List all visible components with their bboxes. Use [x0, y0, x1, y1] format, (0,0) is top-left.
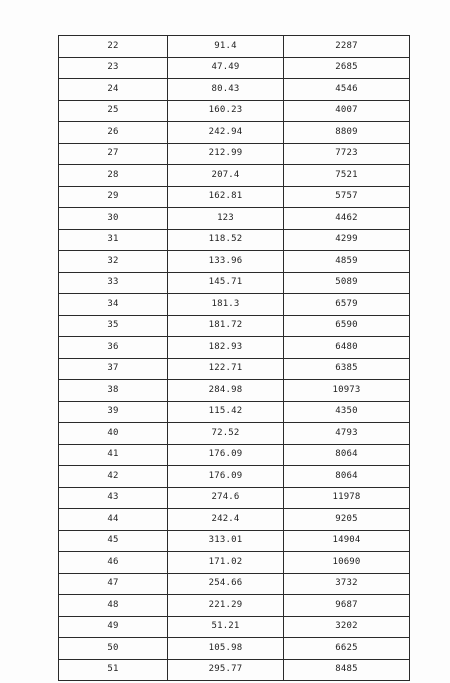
value-cell: 91.4 [168, 36, 284, 58]
row-number-cell: 28 [59, 165, 168, 187]
value-cell: 171.02 [168, 552, 284, 574]
value-cell: 254.66 [168, 573, 284, 595]
count-cell: 11978 [284, 487, 410, 509]
row-number-cell: 41 [59, 444, 168, 466]
table-row [59, 165, 410, 187]
table-row [59, 509, 410, 531]
count-cell: 8064 [284, 444, 410, 466]
row-number-cell: 39 [59, 401, 168, 423]
table-row [59, 638, 410, 660]
count-cell: 10690 [284, 552, 410, 574]
count-cell: 7521 [284, 165, 410, 187]
count-cell: 2287 [284, 36, 410, 58]
table-row [59, 616, 410, 638]
row-number-cell: 37 [59, 358, 168, 380]
table-row [59, 530, 410, 552]
count-cell: 4462 [284, 208, 410, 230]
table-row [59, 487, 410, 509]
count-cell: 5757 [284, 186, 410, 208]
row-number-cell: 50 [59, 638, 168, 660]
count-cell: 4793 [284, 423, 410, 445]
row-number-cell: 40 [59, 423, 168, 445]
count-cell: 9687 [284, 595, 410, 617]
table-body [59, 36, 410, 681]
table-row [59, 143, 410, 165]
row-number-cell: 25 [59, 100, 168, 122]
count-cell: 7723 [284, 143, 410, 165]
row-number-cell: 27 [59, 143, 168, 165]
table-row [59, 358, 410, 380]
count-cell: 4350 [284, 401, 410, 423]
table-row [59, 380, 410, 402]
table-row [59, 401, 410, 423]
count-cell: 8809 [284, 122, 410, 144]
table-row [59, 315, 410, 337]
count-cell: 4859 [284, 251, 410, 273]
value-cell: 122.71 [168, 358, 284, 380]
data-table [58, 35, 410, 681]
row-number-cell: 26 [59, 122, 168, 144]
value-cell: 284.98 [168, 380, 284, 402]
table-row [59, 229, 410, 251]
value-cell: 118.52 [168, 229, 284, 251]
value-cell: 133.96 [168, 251, 284, 273]
table-row [59, 337, 410, 359]
row-number-cell: 35 [59, 315, 168, 337]
row-number-cell: 43 [59, 487, 168, 509]
count-cell: 8485 [284, 659, 410, 681]
value-cell: 182.93 [168, 337, 284, 359]
row-number-cell: 22 [59, 36, 168, 58]
value-cell: 212.99 [168, 143, 284, 165]
count-cell: 8064 [284, 466, 410, 488]
table-row [59, 294, 410, 316]
value-cell: 176.09 [168, 466, 284, 488]
table-row [59, 552, 410, 574]
value-cell: 162.81 [168, 186, 284, 208]
value-cell: 115.42 [168, 401, 284, 423]
value-cell: 80.43 [168, 79, 284, 101]
table-row [59, 272, 410, 294]
count-cell: 6590 [284, 315, 410, 337]
table-row [59, 251, 410, 273]
value-cell: 105.98 [168, 638, 284, 660]
count-cell: 9205 [284, 509, 410, 531]
value-cell: 221.29 [168, 595, 284, 617]
row-number-cell: 33 [59, 272, 168, 294]
row-number-cell: 47 [59, 573, 168, 595]
table-row [59, 595, 410, 617]
count-cell: 6625 [284, 638, 410, 660]
table-row [59, 208, 410, 230]
row-number-cell: 32 [59, 251, 168, 273]
count-cell: 5089 [284, 272, 410, 294]
value-cell: 145.71 [168, 272, 284, 294]
table-row [59, 57, 410, 79]
table-row [59, 659, 410, 681]
value-cell: 242.4 [168, 509, 284, 531]
table-row [59, 444, 410, 466]
count-cell: 4546 [284, 79, 410, 101]
value-cell: 176.09 [168, 444, 284, 466]
table-row [59, 79, 410, 101]
row-number-cell: 30 [59, 208, 168, 230]
count-cell: 4299 [284, 229, 410, 251]
row-number-cell: 49 [59, 616, 168, 638]
count-cell: 2685 [284, 57, 410, 79]
row-number-cell: 51 [59, 659, 168, 681]
row-number-cell: 24 [59, 79, 168, 101]
value-cell: 160.23 [168, 100, 284, 122]
count-cell: 6579 [284, 294, 410, 316]
value-cell: 274.6 [168, 487, 284, 509]
value-cell: 313.01 [168, 530, 284, 552]
value-cell: 51.21 [168, 616, 284, 638]
table-row [59, 573, 410, 595]
value-cell: 242.94 [168, 122, 284, 144]
row-number-cell: 45 [59, 530, 168, 552]
count-cell: 14904 [284, 530, 410, 552]
value-cell: 181.3 [168, 294, 284, 316]
table-row [59, 186, 410, 208]
table-row [59, 36, 410, 58]
table-row [59, 423, 410, 445]
row-number-cell: 29 [59, 186, 168, 208]
row-number-cell: 38 [59, 380, 168, 402]
row-number-cell: 36 [59, 337, 168, 359]
value-cell: 295.77 [168, 659, 284, 681]
row-number-cell: 46 [59, 552, 168, 574]
table-row [59, 122, 410, 144]
value-cell: 72.52 [168, 423, 284, 445]
row-number-cell: 34 [59, 294, 168, 316]
row-number-cell: 42 [59, 466, 168, 488]
table-row [59, 466, 410, 488]
count-cell: 3732 [284, 573, 410, 595]
count-cell: 10973 [284, 380, 410, 402]
row-number-cell: 23 [59, 57, 168, 79]
table-row [59, 100, 410, 122]
row-number-cell: 31 [59, 229, 168, 251]
count-cell: 6480 [284, 337, 410, 359]
row-number-cell: 48 [59, 595, 168, 617]
row-number-cell: 44 [59, 509, 168, 531]
value-cell: 123 [168, 208, 284, 230]
value-cell: 181.72 [168, 315, 284, 337]
count-cell: 3202 [284, 616, 410, 638]
value-cell: 47.49 [168, 57, 284, 79]
count-cell: 6385 [284, 358, 410, 380]
value-cell: 207.4 [168, 165, 284, 187]
count-cell: 4007 [284, 100, 410, 122]
